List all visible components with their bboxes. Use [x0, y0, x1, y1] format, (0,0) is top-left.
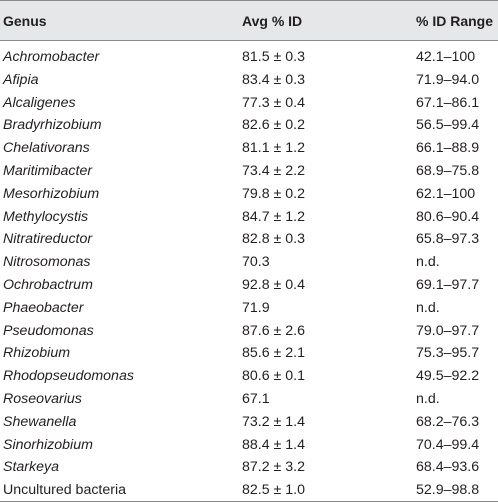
avg-id-cell: 79.8 ± 0.2	[242, 185, 306, 202]
avg-id-cell: 82.8 ± 0.3	[242, 231, 306, 248]
avg-id-cell: 87.6 ± 2.6	[242, 322, 306, 339]
table-row	[0, 46, 498, 69]
avg-id-cell: 83.4 ± 0.3	[242, 71, 306, 88]
avg-id-cell: 80.6 ± 0.1	[242, 368, 306, 385]
id-range-cell: 75.3–95.7	[416, 345, 480, 362]
header-id-range: % ID Range	[416, 13, 494, 29]
id-range-cell: 69.1–97.7	[416, 276, 480, 293]
header-avg-id: Avg % ID	[242, 13, 303, 29]
id-range-cell: 66.1–88.9	[416, 140, 480, 157]
id-range-cell: 49.5–92.2	[416, 368, 480, 385]
id-range-cell: 70.4–99.4	[416, 436, 480, 453]
id-range-cell: 80.6–90.4	[416, 208, 480, 225]
avg-id-cell: 92.8 ± 0.4	[242, 276, 306, 293]
table-row	[0, 456, 498, 479]
table-row	[0, 479, 498, 502]
avg-id-cell: 87.2 ± 3.2	[242, 459, 306, 476]
id-range-cell: n.d.	[416, 299, 440, 316]
avg-id-cell: 77.3 ± 0.4	[242, 94, 306, 111]
table-header	[0, 0, 498, 41]
avg-id-cell: 70.3	[242, 254, 270, 271]
table-row	[0, 114, 498, 137]
table-row	[0, 69, 498, 92]
table-row	[0, 137, 498, 160]
avg-id-cell: 85.6 ± 2.1	[242, 345, 306, 362]
table-row	[0, 183, 498, 206]
id-range-cell: 71.9–94.0	[416, 71, 480, 88]
table-row	[0, 365, 498, 388]
genus-cell: Roseovarius	[3, 390, 82, 407]
genus-cell: Ochrobactrum	[3, 276, 93, 293]
genus-cell: Pseudomonas	[3, 322, 94, 339]
genus-cell: Uncultured bacteria	[3, 482, 127, 499]
table-row	[0, 251, 498, 274]
avg-id-cell: 82.5 ± 1.0	[242, 482, 306, 499]
genus-cell: Mesorhizobium	[3, 185, 100, 202]
table-bottom-rule	[0, 501, 498, 502]
genus-cell: Shewanella	[3, 413, 77, 430]
table-row	[0, 388, 498, 411]
avg-id-cell: 84.7 ± 1.2	[242, 208, 306, 225]
id-range-cell: 62.1–100	[416, 185, 476, 202]
id-range-cell: 79.0–97.7	[416, 322, 480, 339]
genus-cell: Nitrosomonas	[3, 254, 91, 271]
id-range-cell: 67.1–86.1	[416, 94, 480, 111]
avg-id-cell: 81.5 ± 0.3	[242, 49, 306, 65]
table-row	[0, 274, 498, 297]
avg-id-cell: 81.1 ± 1.2	[242, 140, 306, 157]
id-range-cell: 68.4–93.6	[416, 459, 480, 476]
table-row	[0, 160, 498, 183]
table-row	[0, 206, 498, 229]
id-range-cell: n.d.	[416, 390, 440, 407]
genus-cell: Phaeobacter	[3, 299, 84, 316]
header-genus: Genus	[3, 13, 47, 29]
id-range-cell: 68.9–75.8	[416, 162, 480, 179]
genus-cell: Afipia	[3, 71, 39, 88]
genus-cell: Alcaligenes	[3, 94, 76, 111]
genus-cell: Rhizobium	[3, 345, 71, 362]
id-range-cell: 52.9–98.8	[416, 482, 480, 499]
genus-cell: Rhodopseudomonas	[3, 368, 134, 385]
id-range-cell: 65.8–97.3	[416, 231, 480, 248]
table-row	[0, 297, 498, 320]
table-body	[0, 46, 498, 502]
genus-cell: Chelativorans	[3, 140, 90, 157]
genus-cell: Sinorhizobium	[3, 436, 93, 453]
table-row	[0, 92, 498, 115]
avg-id-cell: 71.9	[242, 299, 270, 316]
id-range-cell: 68.2–76.3	[416, 413, 480, 430]
genus-cell: Bradyrhizobium	[3, 117, 102, 134]
genus-cell: Achromobacter	[3, 49, 100, 65]
avg-id-cell: 73.4 ± 2.2	[242, 162, 306, 179]
genus-cell: Methylocystis	[3, 208, 89, 225]
avg-id-cell: 67.1	[242, 390, 270, 407]
genus-cell: Nitratireductor	[3, 231, 93, 248]
table-row	[0, 411, 498, 434]
genus-cell: Starkeya	[3, 459, 59, 476]
table-row	[0, 320, 498, 343]
table-row	[0, 434, 498, 457]
id-range-cell: n.d.	[416, 254, 440, 271]
avg-id-cell: 88.4 ± 1.4	[242, 436, 306, 453]
table-row	[0, 342, 498, 365]
id-range-cell: 56.5–99.4	[416, 117, 480, 134]
avg-id-cell: 82.6 ± 0.2	[242, 117, 306, 134]
table-row	[0, 228, 498, 251]
avg-id-cell: 73.2 ± 1.4	[242, 413, 306, 430]
genus-cell: Maritimibacter	[3, 162, 93, 179]
id-range-cell: 42.1–100	[416, 49, 476, 65]
